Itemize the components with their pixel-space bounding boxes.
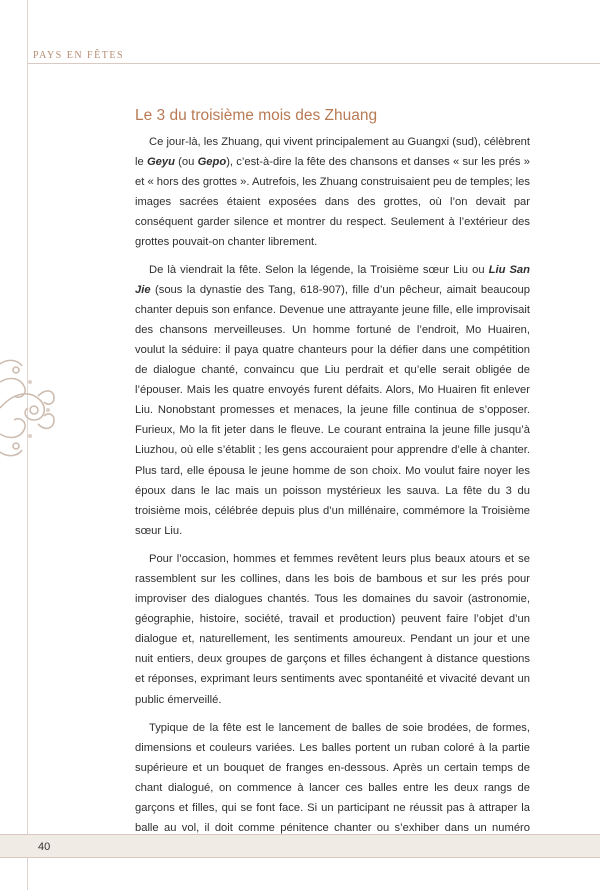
page-number: 40 <box>38 841 51 853</box>
paragraph-4: Typique de la fête est le lancement de balles de soie brodées, de formes, dimensions et couleurs variées. Les balles portent un ruban coloré à la partie supérieure et un bouquet de franges en-dessous. Après un certain temps de chant dialogué, on commence à lancer ces balles entre les deux rangs de garçons et filles, qui se font face. Si un participant ne réussit pas à attraper la balle au vol, il doit comme pénitence chanter ou s’exhiber dans un numéro <box>135 721 530 835</box>
footer-bar <box>0 834 600 858</box>
article-title: Le 3 du troisième mois des Zhuang <box>135 107 378 124</box>
header-divider <box>27 63 600 64</box>
article-body <box>135 132 530 865</box>
section-label: PAYS EN FÊTES <box>33 50 125 61</box>
running-header <box>27 38 600 64</box>
paragraph-2: De là viendrait la fête. Selon la légende, la Troisième sœur Liu ou Liu San Jie (sous la dynastie des Tang, 618-907), fille d’un pêcheur, aimait beaucoup chanter depuis son enfance. Devenue une attrayante jeune fille, elle improvisait des chansons merveilleuses. Un homme fortuné de l’endroit, Mo Huairen, voulut la séduire: il paya quatre chanteurs pour la défier dans une compétition de dialogue chanté, convaincu que Liu perdrait et qu’elle serait obligée de l’épouser. Mais les quatre envoyés furent défaits. Alors, Mo Huairen fit enlever Liu. Nonobstant promesses et menaces, la jeune fille continua de s’opposer. Furieux, Mo la fit jeter dans le fleuve. Le courant entraina la jeune fille jusqu’à Liuzhou, où elle s’établit ; les gens accouraient pour apprendre d’elle à chanter. Plus tard, elle épousa le jeune homme de son choix. Mo voulut faire noyer les époux dans le lac mais un poisson mystérieux les sauva. La fête du 3 du troisième mois, célébrée depuis plus d’un millénaire, commémore la Troisième sœur Liu. <box>135 263 530 537</box>
paragraph-3: Pour l’occasion, hommes et femmes revêtent leurs plus beaux atours et se rassemblent sur les collines, dans les bois de bambous et sur les prés pour improviser des dialogues chantés. Tous les domaines du savoir (astronomie, géographie, histoire, société, travail et production) peuvent faire l’objet d’un dialogue et, naturellement, les sentiments amoureux. Pendant un jour et une nuit entiers, deux groupes de garçons et filles échangent à distance questions et réponses, exprimant leurs sentiments avec spontanéité et vivacité devant un public émerveillé. <box>135 552 530 706</box>
floral-ornament-icon <box>0 352 58 464</box>
paragraph-1: Ce jour-là, les Zhuang, qui vivent principalement au Guangxi (sud), célèbrent le Geyu (ou Gepo), c’est-à-dire la fête des chansons et danses « sur les prés » et « hors des grottes ». Autrefois, les Zhuang construisaient peu de temples; les images sacrées étaient exposées dans des grottes, où l’on devait par conséquent garder silence et montrer du respect. Seulement à l’extérieur des grottes pouvait-on chanter librement. <box>135 136 530 249</box>
